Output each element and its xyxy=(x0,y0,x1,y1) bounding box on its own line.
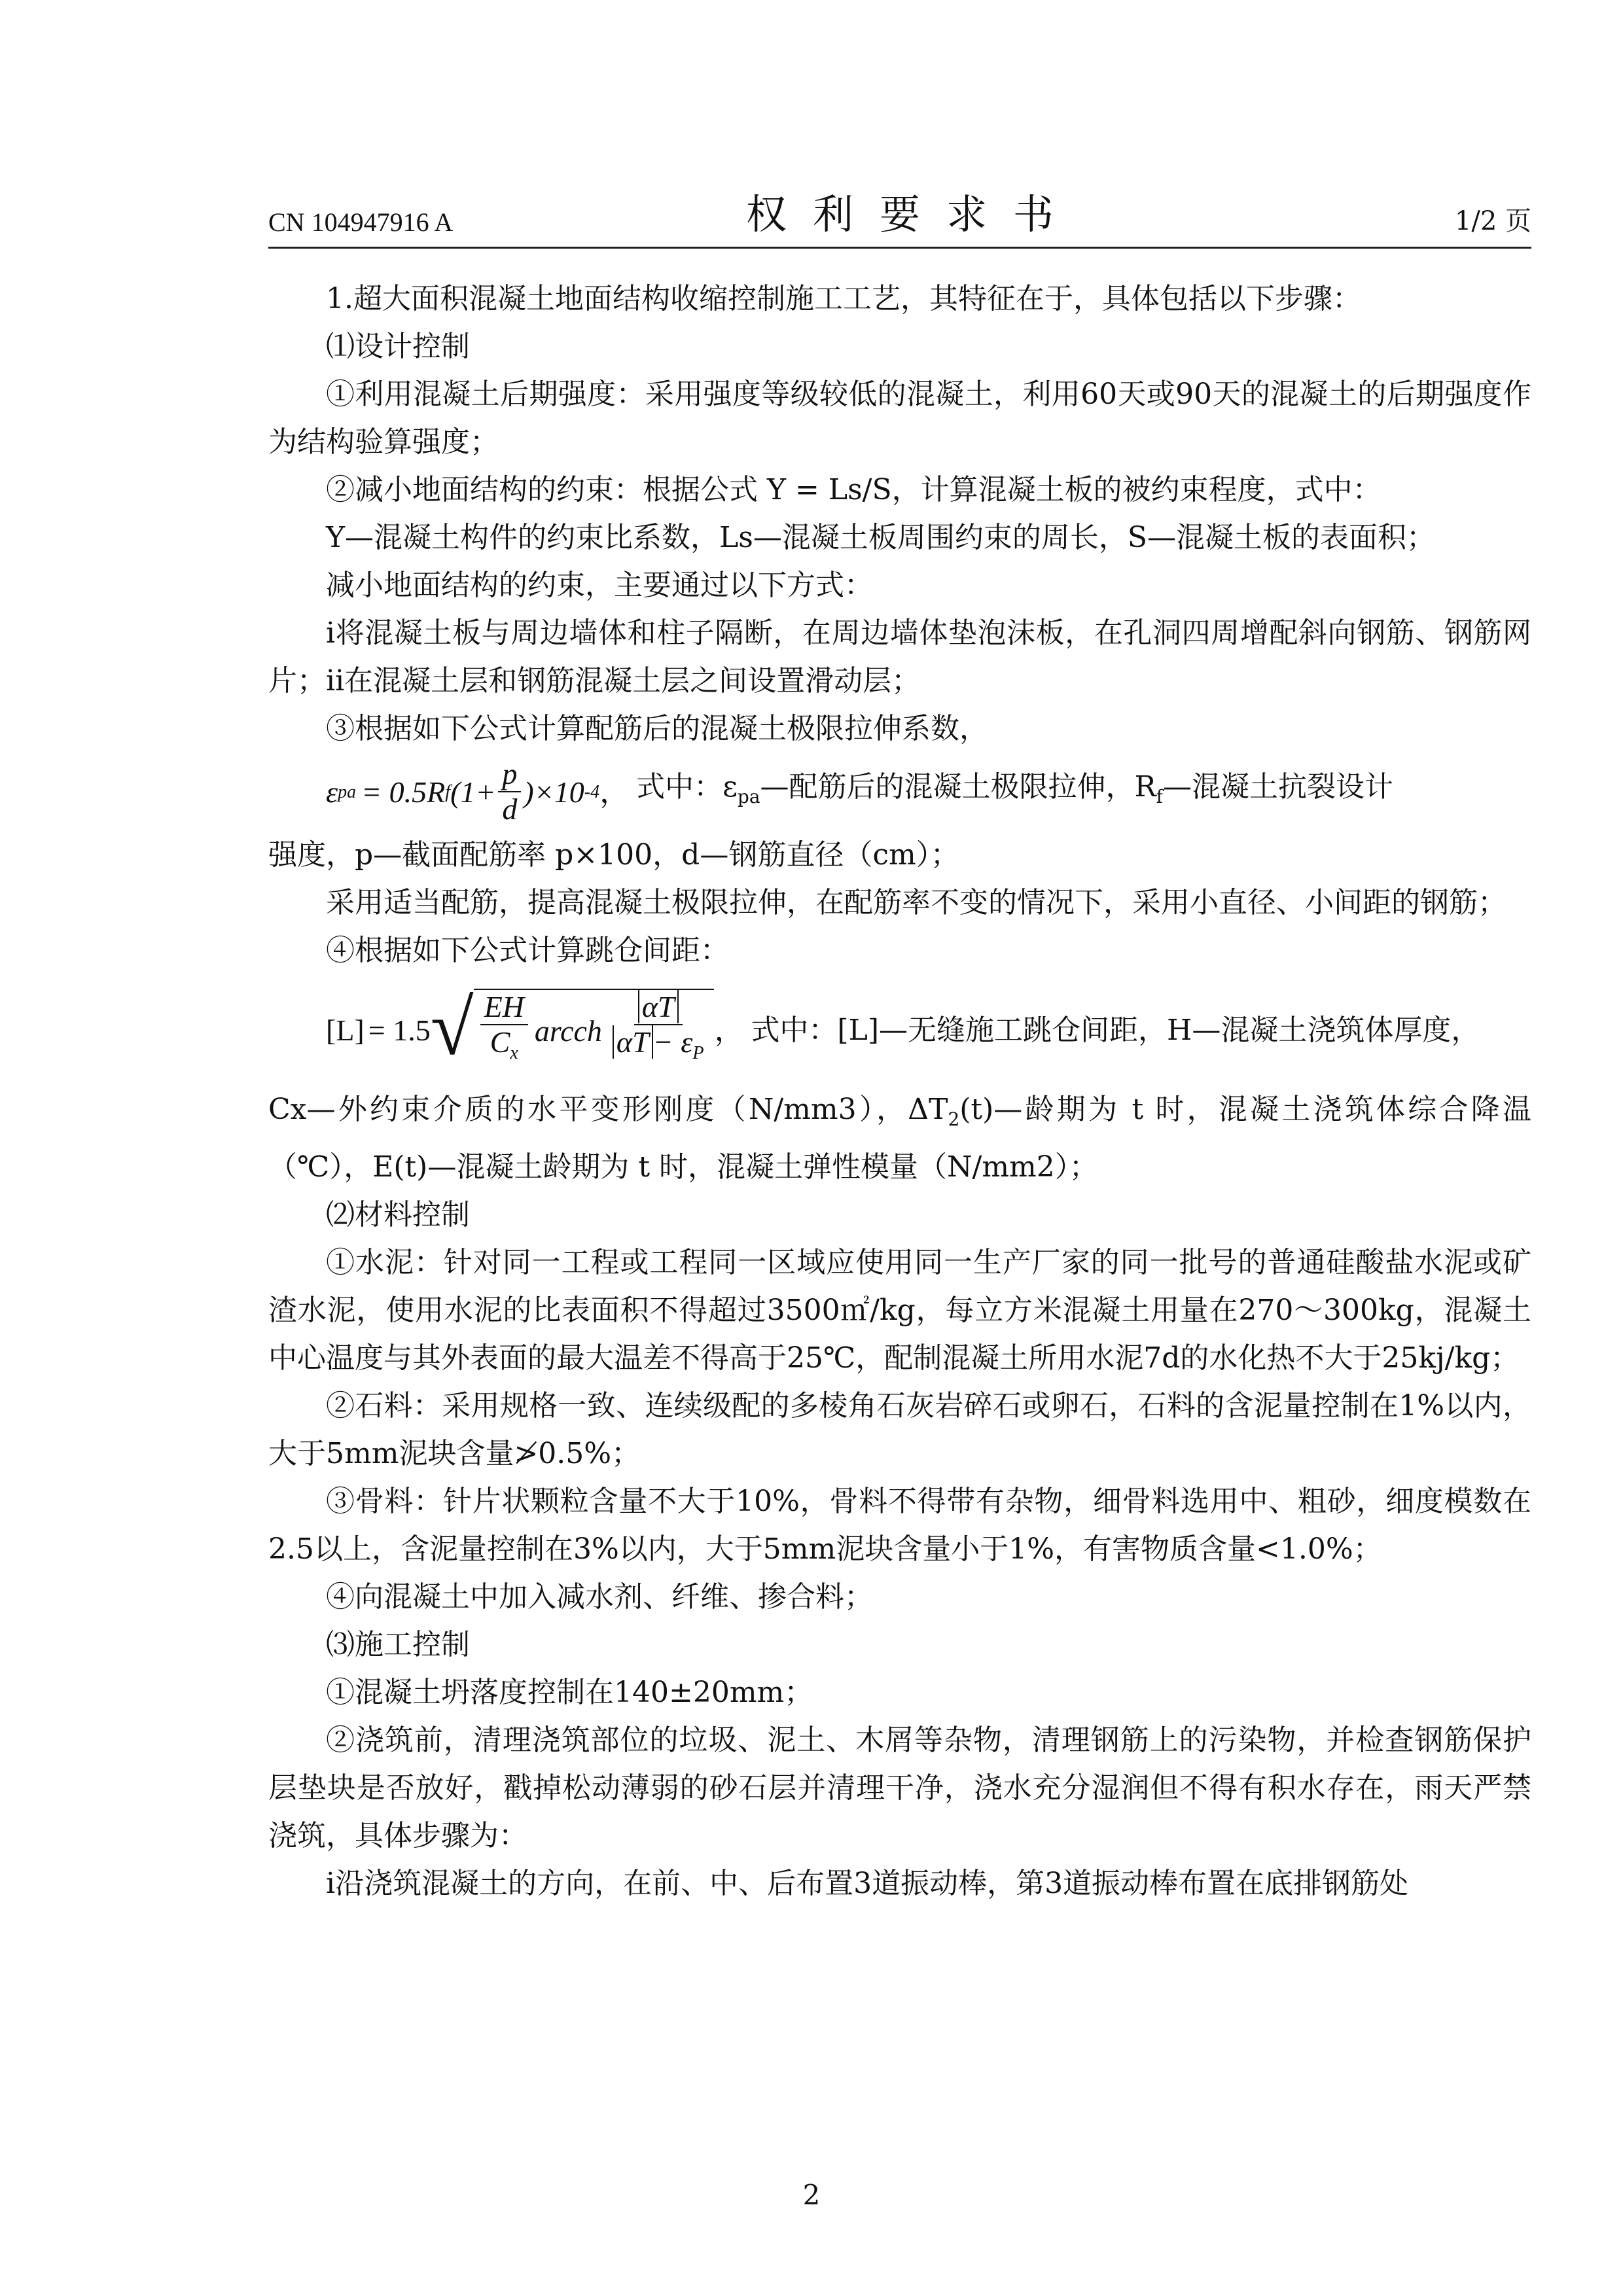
expl-sub-2: f xyxy=(1156,785,1164,807)
formula-expression xyxy=(326,757,630,826)
paragraph: 采用适当配筋，提高混凝土极限拉伸，在配筋率不变的情况下，采用小直径、小间距的钢筋； xyxy=(326,886,1507,919)
page-header xyxy=(268,186,1531,245)
formula-explanation xyxy=(636,763,1393,821)
den-epsilon-sub: P xyxy=(692,1043,704,1064)
expl-text-3: —混凝土抗裂设计 xyxy=(1163,770,1394,804)
formula-joint-spacing xyxy=(268,974,1531,1086)
formula-sqrt xyxy=(430,984,715,1072)
expl-text: 式中：ε xyxy=(636,770,738,804)
paragraph: ①利用混凝土后期强度：采用强度等级较低的混凝土，利用60天或90天的混凝土的后期强度作为结构验算强度； xyxy=(268,378,1531,459)
formula-r-sub: f xyxy=(445,781,451,802)
formula-ultimate-tension xyxy=(268,752,1531,831)
document-title: 权利要求书 xyxy=(745,190,1080,238)
paragraph: 强度，p—截面配筋率 p×100，d—钢筋直径（cm）； xyxy=(268,838,959,872)
paragraph: ⑶施工控制 xyxy=(326,1627,470,1661)
paragraph: ⅰ沿浇筑混凝土的方向，在前、中、后布置3道振动棒，第3道振动棒布置在底排钢筋处 xyxy=(326,1866,1409,1900)
abs-numerator: αT xyxy=(638,990,679,1023)
sqrt-denominator xyxy=(486,1025,522,1070)
fraction-numerator: p xyxy=(498,757,521,792)
paragraph: ④根据如下公式计算跳仓间距： xyxy=(326,934,729,967)
header-rule xyxy=(268,247,1531,249)
paragraph: ④向混凝土中加入减水剂、纤维、掺合料； xyxy=(326,1580,873,1614)
formula-fraction xyxy=(498,757,521,826)
arcch-fraction xyxy=(609,990,708,1070)
formula-eq: = 1.5 xyxy=(368,1013,431,1047)
formula-comma: ， xyxy=(599,775,630,809)
document-id: CN 104947916 A xyxy=(268,207,454,237)
paragraph: ②浇筑前，清理浇筑部位的垃圾、泥土、木屑等杂物，清理钢筋上的污染物，并检查钢筋保护层垫块是否放好，戳掉松动薄弱的砂石层并清理干净，浇水充分湿润但不得有积水存在，雨天严禁浇筑，具体步骤为： xyxy=(268,1723,1531,1852)
sqrt-fraction xyxy=(480,990,528,1070)
dt-text: Cx—外约束介质的水平变形刚度（N/mm3），ΔT xyxy=(268,1093,948,1126)
abs-denominator: αT xyxy=(613,1025,653,1059)
paragraph: ①水泥：针对同一工程或工程同一区域应使用同一生产厂家的同一批号的普通硅酸盐水泥或矿渣水泥，使用水泥的比表面积不得超过3500㎡/kg，每立方米混凝土用量在270～300kg，混凝土中心温度与其外表面的最大温差不得高于25℃，配制混凝土所用水泥7d的水化热不大于25kj/kg； xyxy=(268,1245,1531,1375)
paragraph: ③骨料：针片状颗粒含量不大于10%，骨料不得带有杂物，细骨料选用中、粗砂，细度模数在2.5以上，含泥量控制在3%以内，大于5mm泥块含量小于1%，有害物质含量<1.0%； xyxy=(268,1484,1531,1566)
dt-text-2: (t)—龄期为 t 时，混凝土浇筑体综合降温（℃），E(t)—混凝土龄期为 t 时，混凝土弹性模量（N/mm2）； xyxy=(268,1093,1531,1184)
expl-sub: pa xyxy=(737,785,760,807)
dt-sub: 2 xyxy=(948,1108,960,1130)
den-epsilon: − ε xyxy=(652,1025,693,1059)
formula-expression xyxy=(326,984,745,1072)
formula-func: arcch xyxy=(534,1014,602,1048)
paragraph: ③根据如下公式计算配筋后的混凝土极限拉伸系数， xyxy=(326,712,988,745)
formula-lhs: [L] xyxy=(326,1013,365,1047)
formula-explanation: 式中：[L]—无缝施工跳仓间距，H—混凝土浇筑体厚度， xyxy=(751,1013,1480,1047)
paragraph: ①混凝土坍落度控制在140±20mm； xyxy=(326,1675,813,1709)
sqrt-numerator: EH xyxy=(480,990,528,1025)
formula-comma: ， xyxy=(714,1013,745,1047)
sqrt-body xyxy=(474,989,715,1070)
expl-text-2: —配筋后的混凝土极限拉伸，R xyxy=(760,770,1156,804)
formula-lhs-sub: pa xyxy=(338,781,357,802)
paragraph: ②减小地面结构的约束：根据公式 Y = Ls/S，计算混凝土板的被约束程度，式中： xyxy=(326,473,1382,506)
fraction-denominator: d xyxy=(502,792,518,826)
paragraph: ⅰ将混凝土板与周边墙体和柱子隔断，在周边墙体垫泡沫板，在孔洞四周增配斜向钢筋、钢筋网片；ⅱ在混凝土层和钢筋混凝土层之间设置滑动层； xyxy=(268,616,1531,698)
claims-body xyxy=(268,275,1531,1907)
paragraph: 1.超大面积混凝土地面结构收缩控制施工工艺，其特征在于，具体包括以下步骤： xyxy=(326,282,1361,315)
formula-open: (1+ xyxy=(450,775,496,809)
paragraph xyxy=(268,1086,1531,1191)
formula-close: )×10 xyxy=(524,775,584,809)
arcch-numerator xyxy=(634,990,683,1025)
formula-lhs: ε xyxy=(326,775,338,809)
arcch-denominator xyxy=(609,1025,708,1070)
paragraph: ⑴设计控制 xyxy=(326,330,470,363)
sqrt-icon: √ xyxy=(430,984,474,1072)
paragraph: ②石料：采用规格一致、连续级配的多棱角石灰岩碎石或卵石，石料的含泥量控制在1%以内，大于5mm泥块含量≯0.5%； xyxy=(268,1388,1531,1470)
formula-exponent: -4 xyxy=(584,781,600,802)
paragraph: Y—混凝土构件的约束比系数，Ls—混凝土板周围约束的周长，S—混凝土板的表面积； xyxy=(326,521,1435,554)
sqrt-den-sub: x xyxy=(510,1043,518,1064)
page-indicator: 1/2 页 xyxy=(1454,206,1531,236)
formula-eq: = 0.5R xyxy=(361,775,446,809)
paragraph: 减小地面结构的约束，主要通过以下方式： xyxy=(326,569,873,602)
paragraph: ⑵材料控制 xyxy=(326,1197,470,1231)
page-number: 2 xyxy=(802,2179,821,2211)
sqrt-den-text: C xyxy=(490,1025,510,1059)
